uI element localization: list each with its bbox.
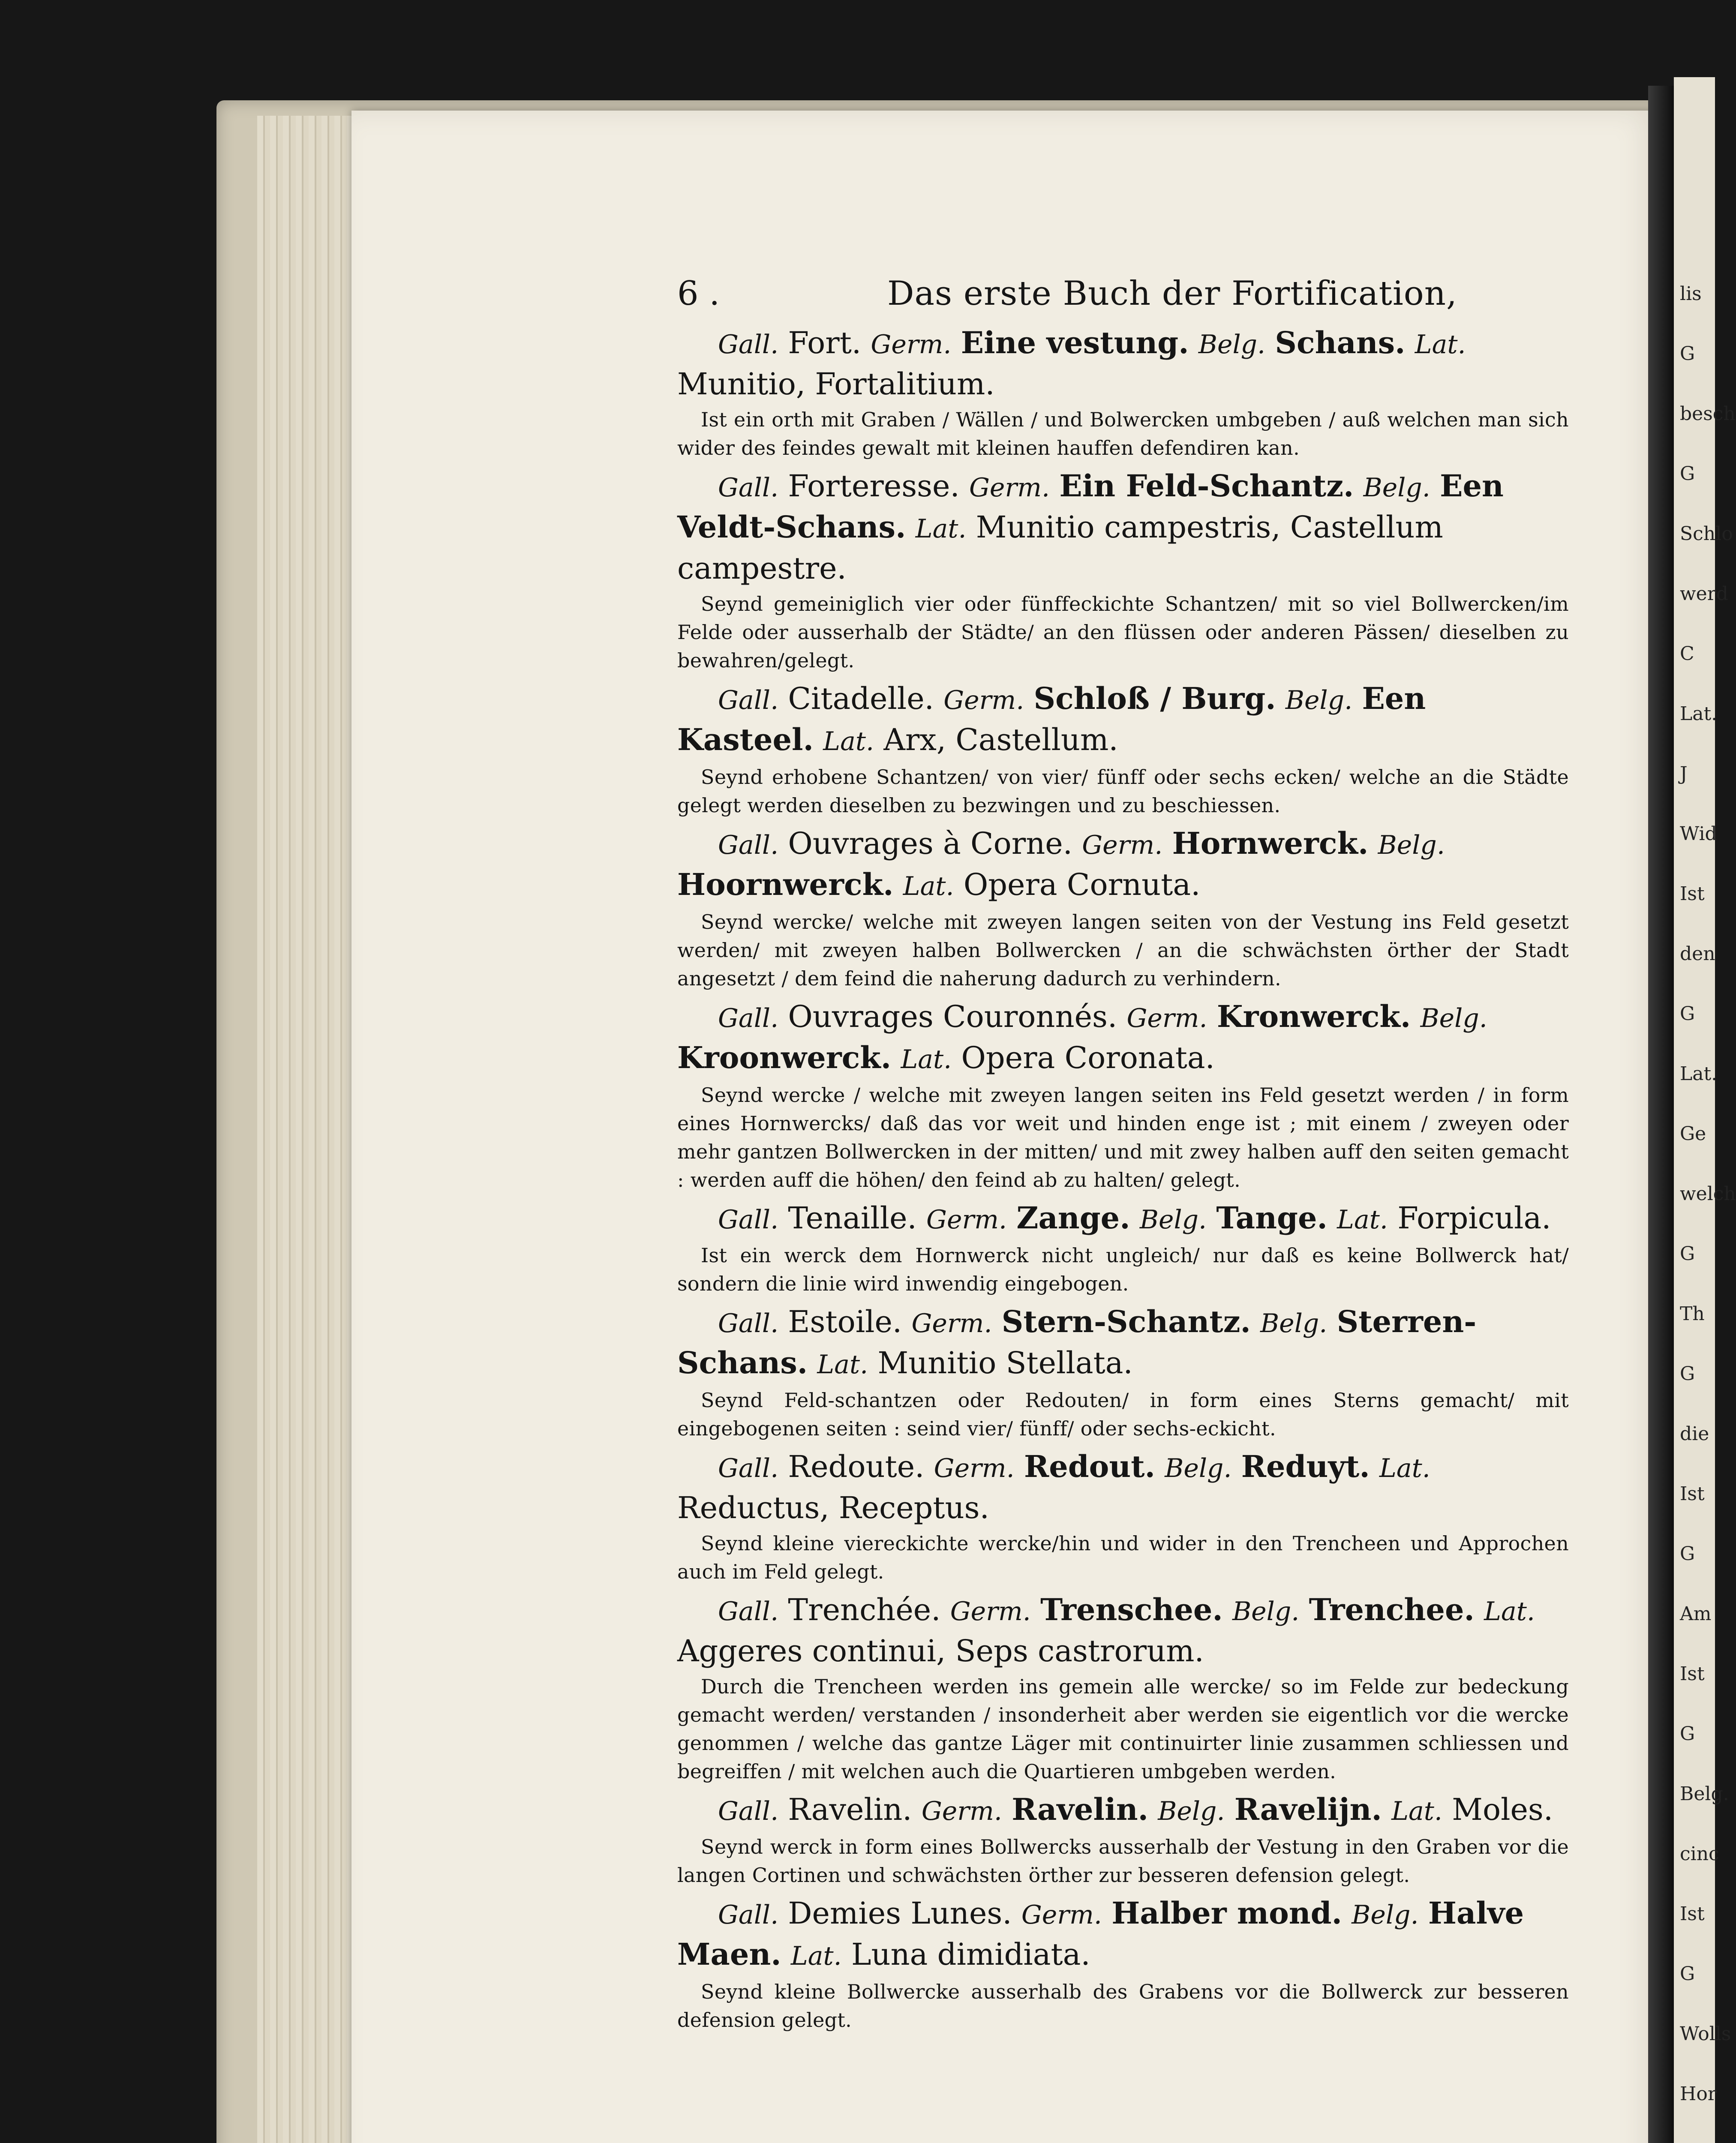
gall-term: Ravelin. — [788, 1792, 912, 1827]
germ-label: Germ. — [926, 1205, 1007, 1235]
adjacent-page-fragment: G — [1680, 1723, 1695, 1745]
gall-label: Gall. — [718, 1309, 779, 1339]
belg-term: Reduyt. — [1241, 1449, 1370, 1484]
lat-label: Lat. — [817, 1350, 868, 1380]
glossary-entry — [677, 323, 1569, 462]
belg-term: Een Kasteel. — [677, 681, 1426, 757]
entry-description: Seynd erhobene Schantzen/ von vier/ fünff oder sechs ecken/ welche an die Städte gelegt werden dieselben zu bezwingen und zu beschiessen. — [677, 765, 1569, 817]
adjacent-page-fragment: den — [1680, 943, 1715, 965]
belg-term: Tange. — [1216, 1200, 1328, 1236]
belg-label: Belg. — [1285, 685, 1353, 715]
germ-term: Hornwerck. — [1172, 825, 1369, 861]
germ-label: Germ. — [911, 1309, 992, 1339]
lat-term: Moles. — [1452, 1792, 1553, 1827]
lat-term: Aggeres continui, Seps castrorum. — [677, 1633, 1204, 1669]
gall-label: Gall. — [718, 1205, 779, 1235]
belg-label: Belg. — [1158, 1796, 1225, 1826]
germ-label: Germ. — [943, 685, 1024, 715]
adjacent-page-fragment: cinc — [1680, 1843, 1719, 1865]
entry-terms — [677, 1447, 1569, 1528]
belg-term: Sterren-Schans. — [677, 1304, 1477, 1381]
entry-description: Seynd werck in form eines Bollwercks ausserhalb der Vestung in den Graben vor die langen Cortinen und schwächsten örther zur besseren defension gelegt. — [677, 1835, 1569, 1887]
entry-terms — [677, 997, 1569, 1079]
entry-description: Seynd wercke/ welche mit zweyen langen seiten von der Vestung ins Feld gesetzt werden/ mit zweyen halben Bollwercken / an die schwächsten örther der Stadt angesetzt / dem feind die naherung dadurch zu verhindern. — [677, 910, 1569, 990]
entry-description: Seynd gemeiniglich vier oder fünffeckichte Schantzen/ mit so viel Bollwercken/im Felde oder ausserhalb der Städte/ an den flüssen oder anderen Pässen/ dieselben zu bewahren/gelegt. — [677, 592, 1569, 672]
adjacent-page-fragment: G — [1680, 1963, 1695, 1985]
adjacent-page-fragment: Th — [1680, 1303, 1705, 1325]
gall-term: Estoile. — [788, 1304, 902, 1339]
gall-label: Gall. — [718, 330, 779, 360]
gall-term: Fort. — [788, 325, 862, 360]
belg-term: Trenchee. — [1309, 1592, 1475, 1627]
belg-label: Belg. — [1165, 1453, 1232, 1483]
germ-label: Germ. — [921, 1796, 1002, 1826]
glossary-entry — [677, 824, 1569, 993]
belg-term: Kroonwerck. — [677, 1040, 892, 1075]
gall-term: Ouvrages à Corne. — [788, 826, 1072, 861]
lat-label: Lat. — [1337, 1205, 1388, 1235]
adjacent-page-fragment: G — [1680, 1363, 1695, 1385]
germ-label: Germ. — [1082, 830, 1163, 860]
lat-label: Lat. — [790, 1941, 842, 1971]
entry-description: Seynd kleine viereckichte wercke/hin und wider in den Trencheen und Approchen auch im Feld gelegt. — [677, 1532, 1569, 1583]
gall-label: Gall. — [718, 685, 779, 715]
germ-term: Redout. — [1024, 1449, 1155, 1484]
belg-label: Belg. — [1139, 1205, 1207, 1235]
adjacent-page-fragment: Belg. — [1680, 1783, 1729, 1805]
lat-term: Opera Coronata. — [961, 1040, 1215, 1075]
belg-label: Belg. — [1420, 1003, 1487, 1033]
belg-label: Belg. — [1378, 830, 1445, 860]
glossary-entry — [677, 1447, 1569, 1586]
entry-terms — [677, 323, 1569, 404]
glossary-entries — [677, 323, 1569, 2034]
lat-label: Lat. — [823, 726, 874, 756]
page-text — [677, 270, 1569, 2038]
lat-term: Munitio, Fortalitium. — [677, 366, 995, 402]
adjacent-page-fragment: Wid — [1680, 823, 1717, 845]
gall-term: Redoute. — [788, 1449, 925, 1484]
germ-term: Halber mond. — [1111, 1895, 1343, 1931]
lat-label: Lat. — [903, 871, 954, 901]
belg-label: Belg. — [1352, 1900, 1419, 1930]
lat-term: Forpicula. — [1397, 1201, 1551, 1236]
glossary-entry — [677, 1894, 1569, 2034]
germ-term: Zange. — [1016, 1200, 1130, 1236]
entry-description: Seynd Feld-schantzen oder Redouten/ in form eines Sterns gemacht/ mit eingebogenen seiten : seind vier/ fünff/ oder sechs-eckicht. — [677, 1389, 1569, 1440]
lat-label: Lat. — [901, 1044, 952, 1075]
gall-label: Gall. — [718, 473, 779, 503]
adjacent-page-fragment: welch — [1680, 1183, 1736, 1205]
glossary-entry — [677, 1790, 1569, 1889]
germ-term: Stern-Schantz. — [1001, 1304, 1251, 1339]
lat-label: Lat. — [1484, 1597, 1535, 1627]
adjacent-page-fragment: Am — [1680, 1603, 1712, 1625]
germ-label: Germ. — [950, 1597, 1031, 1627]
entry-terms — [677, 679, 1569, 761]
glossary-entry — [677, 997, 1569, 1194]
adjacent-page-fragment: Hor — [1680, 2083, 1717, 2105]
adjacent-page-fragment: werd — [1680, 583, 1728, 605]
entry-description: Ist ein orth mit Graben / Wällen / und Bolwercken umbgeben / auß welchen man sich wider des feindes gewalt mit kleinen hauffen defendiren kan. — [677, 408, 1569, 459]
entry-terms — [677, 466, 1569, 588]
page-header — [677, 270, 1569, 321]
belg-label: Belg. — [1232, 1597, 1300, 1627]
adjacent-page-fragment: Lat. — [1680, 1063, 1718, 1085]
lat-term: Reductus, Receptus. — [677, 1490, 989, 1525]
adjacent-page-fragment: G — [1680, 343, 1695, 365]
gall-term: Trenchée. — [788, 1592, 941, 1627]
adjacent-page-fragment: G — [1680, 1543, 1695, 1565]
adjacent-page-fragment: Ist — [1680, 1483, 1705, 1505]
page-number: 6 . — [677, 274, 720, 313]
germ-term: Ravelin. — [1012, 1792, 1148, 1827]
germ-term: Schloß / Burg. — [1033, 681, 1276, 716]
glossary-entry — [677, 1590, 1569, 1786]
adjacent-page-fragment: Ist — [1680, 883, 1705, 905]
germ-term: Trenschee. — [1040, 1592, 1223, 1627]
entry-description: Durch die Trencheen werden ins gemein alle wercke/ so im Felde zur bedeckung gemacht werden/ verstanden / insonderheit aber werden sie eigentlich vor die wercke genommen / welche das gantze Läger mit continuirter linie zusammen schliessen und begreiffen / mit welchen auch die Quartieren umbgeben werden. — [677, 1675, 1569, 1783]
belg-term: Hoornwerck. — [677, 867, 894, 902]
belg-label: Belg. — [1363, 473, 1430, 503]
adjacent-page-fragment: Ist — [1680, 1663, 1705, 1685]
adjacent-page-fragment: lis — [1680, 283, 1702, 305]
adjacent-page-fragment: Schlo — [1680, 523, 1733, 545]
adjacent-page-fragment: Lat. — [1680, 703, 1718, 725]
lat-label: Lat. — [1379, 1453, 1430, 1483]
glossary-entry — [677, 466, 1569, 675]
entry-terms — [677, 1894, 1569, 1976]
gall-label: Gall. — [718, 830, 779, 860]
entry-description: Seynd kleine Bollwercke ausserhalb des Grabens vor die Bollwerck zur besseren defension gelegt. — [677, 1980, 1569, 2032]
glossary-entry — [677, 1198, 1569, 1298]
lat-term: Luna dimidiata. — [851, 1937, 1090, 1972]
belg-term: Ravelijn. — [1234, 1792, 1382, 1827]
adjacent-page-fragment: Wolls — [1680, 2023, 1731, 2045]
germ-term: Eine vestung. — [961, 325, 1189, 360]
gall-label: Gall. — [718, 1796, 779, 1826]
adjacent-page-fragment: besch — [1680, 403, 1736, 425]
germ-term: Ein Feld-Schantz. — [1059, 468, 1354, 504]
lat-label: Lat. — [1391, 1796, 1442, 1826]
belg-term: Halve Maen. — [677, 1895, 1524, 1972]
entry-terms — [677, 1590, 1569, 1671]
belg-term: Schans. — [1275, 325, 1406, 360]
running-title: Das erste Buch der Fortification, — [887, 274, 1457, 313]
belg-label: Belg. — [1260, 1309, 1328, 1339]
lat-term: Munitio Stellata. — [877, 1345, 1133, 1381]
book-gutter — [1648, 86, 1674, 2143]
gall-term: Citadelle. — [788, 681, 934, 716]
page-edges — [257, 116, 356, 2143]
entry-description: Ist ein werck dem Hornwerck nicht ungleich/ nur daß es keine Bollwerck hat/ sondern die linie wird inwendig eingebogen. — [677, 1244, 1569, 1295]
lat-label: Lat. — [1415, 330, 1466, 360]
germ-term: Kronwerck. — [1216, 999, 1411, 1034]
germ-label: Germ. — [934, 1453, 1015, 1483]
lat-term: Opera Cornuta. — [963, 867, 1201, 902]
germ-label: Germ. — [1126, 1003, 1207, 1033]
adjacent-page-fragment: C — [1680, 643, 1694, 665]
lat-term: Arx, Castellum. — [883, 722, 1118, 757]
belg-label: Belg. — [1198, 330, 1266, 360]
entry-terms — [677, 1790, 1569, 1831]
entry-terms — [677, 1198, 1569, 1240]
germ-label: Germ. — [1021, 1900, 1102, 1930]
adjacent-page-fragment: Ist — [1680, 1903, 1705, 1925]
gall-label: Gall. — [718, 1003, 779, 1033]
gall-term: Forteresse. — [788, 468, 960, 504]
lat-label: Lat. — [915, 514, 967, 544]
gall-term: Tenaille. — [788, 1201, 917, 1236]
adjacent-page-fragment: G — [1680, 1003, 1695, 1025]
germ-label: Germ. — [871, 330, 952, 360]
adjacent-page-edge — [1674, 77, 1736, 2143]
gall-term: Ouvrages Couronnés. — [788, 999, 1117, 1034]
gall-term: Demies Lunes. — [788, 1896, 1012, 1931]
adjacent-page-fragment: Ge — [1680, 1123, 1706, 1145]
entry-terms — [677, 1302, 1569, 1384]
germ-label: Germ. — [969, 473, 1050, 503]
adjacent-page-fragment: die — [1680, 1423, 1709, 1445]
lat-term: Munitio campestris, Castellum campestre. — [677, 510, 1443, 586]
glossary-entry — [677, 679, 1569, 819]
entry-description: Seynd wercke / welche mit zweyen langen seiten ins Feld gesetzt werden / in form eines Hornwercks/ daß das vor weit und hinden enge ist ; mit einem / zweyen oder mehr gantzen Bollwercken in der mitten/ und mit zwey halben auff den seiten gemacht : werden auff die höhen/ den feind ab zu halten/ gelegt. — [677, 1084, 1569, 1192]
entry-terms — [677, 824, 1569, 906]
gall-label: Gall. — [718, 1453, 779, 1483]
adjacent-page-fragment: G — [1680, 1243, 1695, 1265]
gall-label: Gall. — [718, 1597, 779, 1627]
belg-term: Een Veldt-Schans. — [677, 468, 1504, 545]
gall-label: Gall. — [718, 1900, 779, 1930]
glossary-entry — [677, 1302, 1569, 1443]
adjacent-page-fragment: J — [1680, 763, 1688, 785]
adjacent-page-fragment: G — [1680, 463, 1695, 485]
